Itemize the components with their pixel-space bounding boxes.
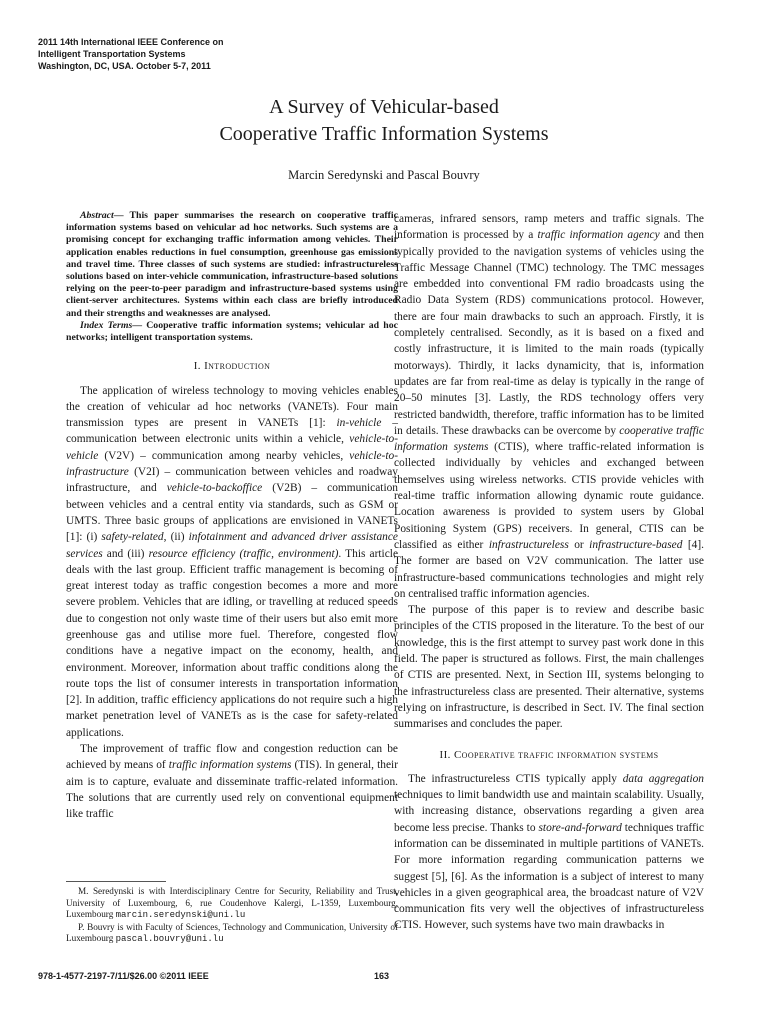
text-run: The application of wireless technology to moving vehicles enables the creation of vehicular ad hoc networks (VANETs). Four main transmission types are present in VANETs [1]: — [66, 384, 398, 430]
emphasis: infrastructure-based — [589, 538, 683, 551]
index-terms — [66, 320, 398, 344]
intro-paragraph-continued — [394, 211, 704, 602]
footnote-2-text: P. Bouvry is with Faculty of Sciences, Technology and Communication, University of Luxembourg — [66, 921, 398, 943]
intro-paragraph-1 — [66, 383, 398, 742]
abstract — [66, 210, 398, 320]
text-run: – communication between electronic units within a vehicle, — [66, 417, 398, 446]
section-2-title: Cooperative traffic information systems — [453, 748, 659, 761]
footnote-1-email: marcin.seredynski@uni.lu — [115, 910, 246, 920]
emphasis: in-vehicle — [336, 417, 382, 430]
text-run: techniques traffic information can be disseminated in multiple partitions of VANETs. For more information regarding communication patterns we suggest [5], [6]. As the information is a subject of interest to many vehicles in a given geographical area, the broadcast nature of V2V communication fits very well the objectives of infrastructureless CTIS. However, such systems have two main drawbacks in — [394, 821, 704, 932]
text-run: (V2V) – communication among nearby vehicles, — [98, 449, 350, 462]
abstract-label: Abstract — [80, 210, 114, 221]
emphasis: safety-related — [101, 531, 164, 544]
section-2-heading — [394, 747, 704, 763]
page-number: 163 — [374, 971, 390, 981]
index-terms-label: Index Terms — [80, 319, 133, 331]
conference-header — [38, 36, 224, 72]
footnote-2-email: pascal.bouvry@uni.lu — [115, 934, 224, 944]
emphasis: vehicle-to-backoffice — [166, 482, 263, 495]
abstract-text: — This paper summarises the research on cooperative traffic information systems based on vehicular ad hoc networks. Such systems are a promising concept for exchanging traffic information among vehicles. Their application enables reductions in fuel consumption, greenhouse gas emissions and travel time. Three classes of such systems are studied: infrastructureless solutions based on inter-vehicle communication, infrastructure-based solutions relying on the peer-to-peer paradigm and infrastructure-based systems using client-server architectures. Systems within each class are briefly introduced and their strengths and weaknesses are analysed. — [66, 210, 398, 319]
text-run: The improvement of traffic flow and congestion reduction can be achieved by means of — [66, 743, 398, 772]
emphasis: infotainment and advanced driver assistance services — [66, 531, 398, 560]
conference-line-2: Intelligent Transportation Systems — [38, 49, 186, 59]
text-run: and then typically provided to the navigation systems of vehicles using the Traffic Message Channel (TMC) technology. The TMC messages are embedded into conventional FM radio broadcasts using the Radio Data System (RDS) communications protocol. However, there are four main drawbacks to such an approach. Firstly, it is completely centralised. Secondly, as it is based on a fixed and costly infrastructure, it is limited to the main roads (typically motorways). Thirdly, it lacks dynamicity, that is, information updates are far from real-time as delay is typically in the range of 20–50 minutes [3]. Lastly, the RDS technology offers very restricted bandwidth, therefore, traffic information has to be limited in details. These drawbacks can be overcome by — [394, 229, 704, 437]
footnote-rule — [66, 881, 166, 882]
left-column — [66, 210, 398, 823]
right-column — [394, 211, 704, 934]
title-line-2: Cooperative Traffic Information Systems — [219, 123, 549, 145]
footnotes — [66, 881, 398, 946]
authors: Marcin Seredynski and Pascal Bouvry — [288, 168, 480, 182]
text-run: (CTIS), where traffic-related information is collected individually by vehicles and exchanged between themselves using wireless networks. CTIS provide vehicles with real-time traffic information allowing dynamic route guidance. Location awareness is provided to system users by Global Positioning System (GPS) receivers. In general, CTIS can be classified as either — [394, 441, 704, 551]
footnote-1-text: M. Seredynski is with Interdisciplinary Centre for Security, Reliability and Trust, University of Luxembourg, 6, rue Coudenhove Kalergi, L-1359, Luxembourg, Luxembourg — [66, 886, 398, 919]
emphasis: vehicle-to-vehicle — [66, 433, 398, 462]
text-run: cameras, infrared sensors, ramp meters and traffic signals. The information is processed by a — [394, 213, 704, 242]
intro-paragraph-2 — [66, 741, 398, 822]
footnote-2 — [66, 922, 398, 946]
text-run: , (ii) — [163, 531, 189, 544]
text-run: . This article deals with the last group. Efficient traffic management is becoming of great interest today as traffic congestion becomes a more and more severe problem. Vehicles that are idling, or travelling at reduced speeds due to congestion not only waste time of their users but also emit more greenhouse gas and utilise more fuel. Therefore, congested flow conditions have a negative impact on the economy, health, and environment. Moreover, information about traffic conditions along the route tops the list of consumer interests in transportation information [2]. In addition, traffic efficiency applications do not require such a high market penetration level of VANETs as is the case for safety-related applications. — [66, 547, 398, 739]
footer-isbn: 978-1-4577-2197-7/11/$26.00 ©2011 IEEE — [38, 971, 209, 981]
section-2-paragraph-1 — [394, 771, 704, 934]
text-run: and (iii) — [102, 547, 149, 560]
section-1-number: I. — [193, 360, 201, 373]
title-line-1: A Survey of Vehicular-based — [269, 96, 499, 118]
intro-paragraph-purpose: The purpose of this paper is to review and describe basic principles of the CTIS proposed in the literature. To the best of our knowledge, this is the first attempt to survey past work done in this field. The paper is structured as follows. First, the main challenges of CTIS are presented. Next, in Section III, systems belonging to the infrastructureless class are presented. Their alternative, systems relying on infrastructure, is described in Sect. IV. The final section summarises and concludes the paper. — [394, 604, 704, 731]
emphasis: infrastructureless — [488, 538, 569, 551]
emphasis: store-and-forward — [538, 821, 622, 834]
paper-title — [0, 94, 768, 148]
conference-line-1: 2011 14th International IEEE Conference on — [38, 37, 224, 47]
emphasis: resource efficiency (traffic, environment) — [148, 547, 339, 560]
section-1-title: Introduction — [204, 360, 271, 373]
text-run: techniques to limit bandwidth use and maintain scalability. Usually, with increasing distance, observations regarding a given area become less precise. Thanks to — [394, 789, 704, 834]
emphasis: traffic information systems — [168, 759, 292, 772]
conference-line-3: Washington, DC, USA. October 5-7, 2011 — [38, 61, 211, 71]
text-run: [4]. The former are based on V2V communication. The latter use infrastructure-based communications technologies and might rely on centralised traffic information agencies. — [394, 538, 704, 600]
section-2-number: II. — [439, 748, 451, 761]
footnote-1 — [66, 886, 398, 922]
text-run: or — [568, 538, 590, 551]
text-run: (TIS). In general, their aim is to capture, evaluate and disseminate traffic-related information. The solutions that are currently used rely on conventional equipment like traffic — [66, 759, 398, 821]
text-run: (V2I) – communication between vehicles and roadway infrastructure, and — [66, 466, 398, 495]
emphasis: data aggregation — [622, 772, 704, 785]
text-run: (V2B) – communication between vehicles and a central entity via standards, such as GSM or UMTS. Three basic groups of applications are envisioned in VANETs [1]: (i) — [66, 482, 399, 544]
emphasis: vehicle-to-infrastructure — [66, 449, 398, 479]
section-1-heading — [66, 358, 398, 374]
emphasis: cooperative traffic information systems — [394, 424, 704, 454]
text-run: The infrastructureless CTIS typically apply — [408, 772, 623, 785]
emphasis: traffic information agency — [537, 229, 660, 242]
index-terms-text: — Cooperative traffic information systems; vehicular ad hoc networks; intelligent transportation systems. — [66, 319, 398, 344]
